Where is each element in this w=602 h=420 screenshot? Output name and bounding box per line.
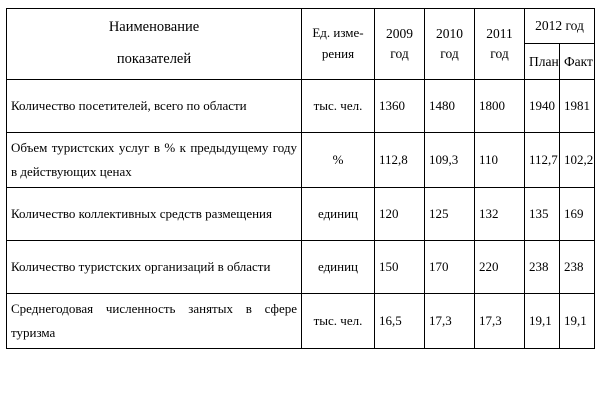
header-indicator-name-line1: Наименование xyxy=(108,19,200,35)
header-indicator-name xyxy=(7,9,302,80)
row-value-2012-plan: 238 xyxy=(525,240,560,293)
tourism-statistics-table xyxy=(6,8,595,349)
row-value-2012-fact: 169 xyxy=(560,187,595,240)
row-value-2011: 220 xyxy=(475,240,525,293)
row-label: Количество коллективных средств размещения xyxy=(7,187,302,240)
header-year-2012-group: 2012 год xyxy=(525,9,595,44)
row-value-2010: 1480 xyxy=(425,79,475,132)
header-2012-fact: Факт xyxy=(560,44,595,79)
row-value-2012-fact: 238 xyxy=(560,240,595,293)
table-row xyxy=(7,79,595,132)
row-value-2011: 110 xyxy=(475,132,525,187)
row-value-2012-plan: 1940 xyxy=(525,79,560,132)
header-year-2009 xyxy=(375,9,425,80)
header-year-2010-line1: 2010 xyxy=(436,25,463,41)
row-unit: % xyxy=(302,132,375,187)
row-label: Объем туристских услуг в % к предыдущему году в действующих ценах xyxy=(7,132,302,187)
row-value-2010: 125 xyxy=(425,187,475,240)
row-value-2009: 16,5 xyxy=(375,293,425,348)
header-row-main xyxy=(7,9,595,44)
row-value-2012-plan: 112,7 xyxy=(525,132,560,187)
row-unit: тыс. чел. xyxy=(302,79,375,132)
row-label: Количество туристских организаций в области xyxy=(7,240,302,293)
header-2012-plan: План xyxy=(525,44,560,79)
table-row xyxy=(7,187,595,240)
table-header xyxy=(7,9,595,80)
header-unit xyxy=(302,9,375,80)
table-body xyxy=(7,79,595,348)
row-unit: единиц xyxy=(302,187,375,240)
row-value-2010: 109,3 xyxy=(425,132,475,187)
row-value-2011: 132 xyxy=(475,187,525,240)
header-unit-line2: рения xyxy=(321,45,355,61)
row-value-2011: 1800 xyxy=(475,79,525,132)
row-unit: тыс. чел. xyxy=(302,293,375,348)
row-label: Среднегодовая численность занятых в сфере туризма xyxy=(7,293,302,348)
row-value-2009: 112,8 xyxy=(375,132,425,187)
header-indicator-name-line2: показателей xyxy=(116,50,192,67)
row-value-2012-fact: 1981 xyxy=(560,79,595,132)
row-value-2012-plan: 135 xyxy=(525,187,560,240)
header-year-2009-line2: год xyxy=(390,45,409,61)
row-value-2011: 17,3 xyxy=(475,293,525,348)
row-value-2010: 170 xyxy=(425,240,475,293)
row-value-2012-fact: 102,2 xyxy=(560,132,595,187)
header-year-2010 xyxy=(425,9,475,80)
header-year-2010-line2: год xyxy=(440,45,459,61)
row-value-2010: 17,3 xyxy=(425,293,475,348)
header-year-2011 xyxy=(475,9,525,80)
row-unit: единиц xyxy=(302,240,375,293)
header-unit-line1: Ед. изме- xyxy=(312,25,364,41)
row-value-2012-fact: 19,1 xyxy=(560,293,595,348)
row-value-2009: 1360 xyxy=(375,79,425,132)
table-row xyxy=(7,132,595,187)
row-value-2009: 150 xyxy=(375,240,425,293)
row-label: Количество посетителей, всего по области xyxy=(7,79,302,132)
header-year-2009-line1: 2009 xyxy=(386,25,413,41)
row-value-2012-plan: 19,1 xyxy=(525,293,560,348)
header-year-2011-line2: год xyxy=(490,45,509,61)
header-year-2011-line1: 2011 xyxy=(486,25,513,41)
table-row xyxy=(7,240,595,293)
table-row xyxy=(7,293,595,348)
row-value-2009: 120 xyxy=(375,187,425,240)
